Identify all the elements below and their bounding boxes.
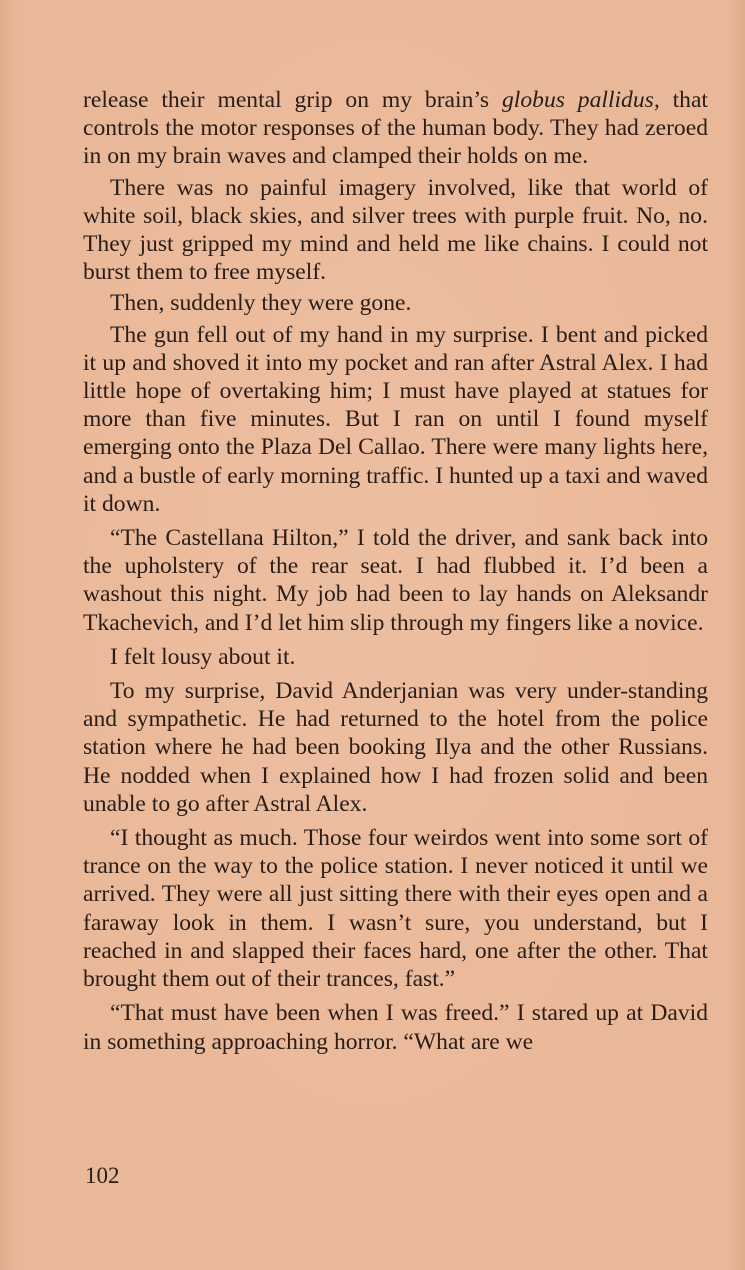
paragraph-1-italic-term: globus pallidus, <box>502 87 660 113</box>
paragraph-1-end: that controls the motor responses of the human body. They had zeroed in on my brain waves and clamped their holds on me. <box>83 87 708 170</box>
paragraph-4: The gun fell out of my hand in my surprise. I bent and picked it up and shoved it into my pocket and ran after Astral Alex. I had little hope of overtaking him; I must have played at statues for more than five minutes. But I ran on until I found myself emerging onto the Plaza Del Callao. There were many lights here, and a bustle of early morning traffic. I hunted up a taxi and waved it down. <box>83 321 708 517</box>
paragraph-8: “I thought as much. Those four weirdos went into some sort of trance on the way to the police station. I never noticed it until we arrived. They were all just sitting there with their eyes open and a faraway look in them. I wasn’t sure, you understand, but I reached in and slapped their faces hard, one after the other. That brought them out of their trances, fast.” <box>83 825 708 993</box>
paragraph-5: “The Castellana Hilton,” I told the driver, and sank back into the upholstery of the rear seat. I had flubbed it. I’d been a washout this night. My job had been to lay hands on Aleksandr Tkachevich, and I’d let him slip through my fingers like a novice. <box>83 525 708 636</box>
paragraph-2: There was no painful imagery involved, like that world of white soil, black skies, and silver trees with purple fruit. No, no. They just gripped my mind and held me like chains. I could not burst them to free myself. <box>83 174 708 286</box>
paragraph-1-start: release their mental grip on my brain’s <box>83 87 502 113</box>
paragraph-6: I felt lousy about it. <box>110 643 296 670</box>
page-number: 102 <box>85 1163 120 1188</box>
paragraph-9: “That must have been when I was freed.” I stared up at David in something approaching horror. “What are we <box>83 1000 708 1055</box>
paragraph-3: Then, suddenly they were gone. <box>110 290 412 317</box>
paragraph-1 <box>83 86 708 171</box>
body-text <box>83 86 708 1059</box>
paragraph-7: To my surprise, David Anderjanian was very under-standing and sympathetic. He had returned to the hotel from the police station where he had been booking Ilya and the other Russians. He nodded when I explained how I had frozen solid and been unable to go after Astral Alex. <box>83 678 708 817</box>
